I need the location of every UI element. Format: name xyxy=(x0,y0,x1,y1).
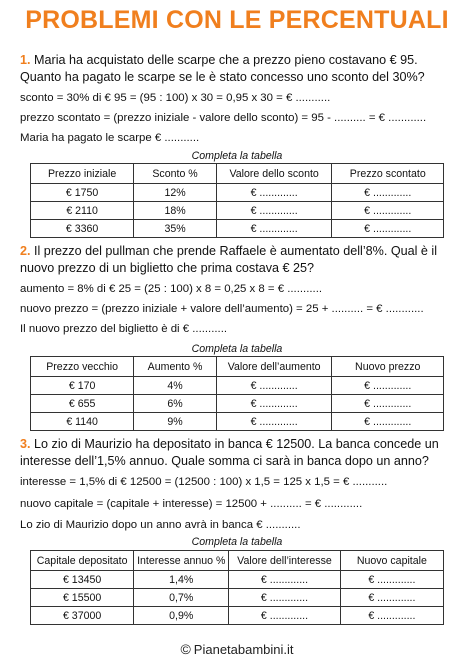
problem-1-table xyxy=(30,163,444,238)
table-header-row xyxy=(31,551,444,571)
table-cell: 35% xyxy=(134,220,217,238)
problem-2-line-prezzo: nuovo prezzo = (prezzo iniziale + valore dell’aumento) = 25 + .......... = € ............ xyxy=(20,303,424,315)
problem-1-number: 1. xyxy=(20,53,31,67)
problem-1-question xyxy=(20,52,460,86)
table-header: Prezzo scontato xyxy=(332,164,444,184)
table-cell: € 3360 xyxy=(31,220,134,238)
table-row xyxy=(31,202,444,220)
page-title: PROBLEMI CON LE PERCENTUALI xyxy=(25,6,449,34)
table-header: Interesse annuo % xyxy=(134,551,229,571)
problem-2-number: 2. xyxy=(20,244,31,258)
table-cell: € ............. xyxy=(229,589,341,607)
problem-3-table xyxy=(30,550,444,625)
table-row xyxy=(31,395,444,413)
table-cell: € ............. xyxy=(332,220,444,238)
table-cell: € ............. xyxy=(216,413,332,431)
table-row xyxy=(31,413,444,431)
table-cell: € ............. xyxy=(216,377,332,395)
table-header: Valore dello sconto xyxy=(216,164,332,184)
problem-3-line-interesse: interesse = 1,5% di € 12500 = (12500 : 100) x 1,5 = 125 x 1,5 = € ........... xyxy=(20,476,388,488)
problem-3-caption: Completa la tabella xyxy=(191,536,283,548)
footer-site-link[interactable]: Pianetabambini.it xyxy=(193,642,294,657)
table-cell: 4% xyxy=(134,377,217,395)
table-cell: 1,4% xyxy=(134,571,229,589)
table-row xyxy=(31,220,444,238)
table-header: Aumento % xyxy=(134,357,217,377)
table-cell: 12% xyxy=(134,184,217,202)
problem-1-caption: Completa la tabella xyxy=(191,150,283,162)
table-header: Nuovo capitale xyxy=(340,551,443,571)
problem-3-question xyxy=(20,436,460,470)
table-cell: € ............. xyxy=(332,184,444,202)
problem-2-line-answer: Il nuovo prezzo del biglietto è di € ........... xyxy=(20,323,228,335)
table-header: Nuovo prezzo xyxy=(332,357,444,377)
problem-2-text: Il prezzo del pullman che prende Raffaele è aumentato dell’8%. Qual è il nuovo prezzo di un biglietto che prima costava € 25? xyxy=(20,244,438,275)
table-cell: 6% xyxy=(134,395,217,413)
table-row xyxy=(31,377,444,395)
table-header: Sconto % xyxy=(134,164,217,184)
problem-1-line-sconto: sconto = 30% di € 95 = (95 : 100) x 30 = 0,95 x 30 = € ........... xyxy=(20,92,331,104)
table-cell: € ............. xyxy=(340,571,443,589)
table-cell: 18% xyxy=(134,202,217,220)
table-cell: € 655 xyxy=(31,395,134,413)
problem-3-line-capitale: nuovo capitale = (capitale + interesse) = 12500 + .......... = € ............ xyxy=(20,498,363,510)
table-cell: € 15500 xyxy=(31,589,134,607)
table-cell: € ............. xyxy=(332,413,444,431)
table-row xyxy=(31,184,444,202)
table-cell: € ............. xyxy=(216,395,332,413)
table-cell: € 170 xyxy=(31,377,134,395)
table-row xyxy=(31,589,444,607)
table-cell: 0,7% xyxy=(134,589,229,607)
table-header: Valore dell’interesse xyxy=(229,551,341,571)
problem-2-line-aumento: aumento = 8% di € 25 = (25 : 100) x 8 = 0,25 x 8 = € ........... xyxy=(20,283,323,295)
table-cell: € 2110 xyxy=(31,202,134,220)
footer-credit xyxy=(0,641,474,657)
table-cell: € ............. xyxy=(229,571,341,589)
table-cell: € ............. xyxy=(332,395,444,413)
table-row xyxy=(31,607,444,625)
problem-1-line-prezzo: prezzo scontato = (prezzo iniziale - valore dello sconto) = 95 - .......... = € ............ xyxy=(20,112,427,124)
table-row xyxy=(31,571,444,589)
table-header: Valore dell’aumento xyxy=(216,357,332,377)
table-cell: € 1140 xyxy=(31,413,134,431)
table-header: Prezzo vecchio xyxy=(31,357,134,377)
problem-2-caption: Completa la tabella xyxy=(191,343,283,355)
table-header: Prezzo iniziale xyxy=(31,164,134,184)
table-cell: € ............. xyxy=(229,607,341,625)
table-cell: 9% xyxy=(134,413,217,431)
table-cell: € ............. xyxy=(340,607,443,625)
table-cell: € ............. xyxy=(216,184,332,202)
table-cell: € 13450 xyxy=(31,571,134,589)
table-cell: € ............. xyxy=(216,220,332,238)
table-cell: 0,9% xyxy=(134,607,229,625)
problem-2-question xyxy=(20,243,460,277)
problem-2-table xyxy=(30,356,444,431)
table-header: Capitale depositato xyxy=(31,551,134,571)
problem-3-line-answer: Lo zio di Maurizio dopo un anno avrà in banca € ........... xyxy=(20,519,301,531)
problem-1-line-answer: Maria ha pagato le scarpe € ........... xyxy=(20,132,200,144)
table-cell: € ............. xyxy=(332,202,444,220)
table-header-row xyxy=(31,164,444,184)
table-header-row xyxy=(31,357,444,377)
table-cell: € ............. xyxy=(216,202,332,220)
problem-3-text: Lo zio di Maurizio ha depositato in banca € 12500. La banca concede un interesse dell’1,5% annuo. Quale somma ci sarà in banca dopo un anno? xyxy=(20,437,439,468)
table-cell: € ............. xyxy=(332,377,444,395)
problem-3-number: 3. xyxy=(20,437,31,451)
problem-1-text: Maria ha acquistato delle scarpe che a prezzo pieno costavano € 95. Quanto ha pagato le scarpe se le è stato concesso uno sconto del 30%? xyxy=(20,53,425,84)
table-cell: € 1750 xyxy=(31,184,134,202)
table-cell: € ............. xyxy=(340,589,443,607)
copyright-icon: © xyxy=(180,641,191,657)
table-cell: € 37000 xyxy=(31,607,134,625)
